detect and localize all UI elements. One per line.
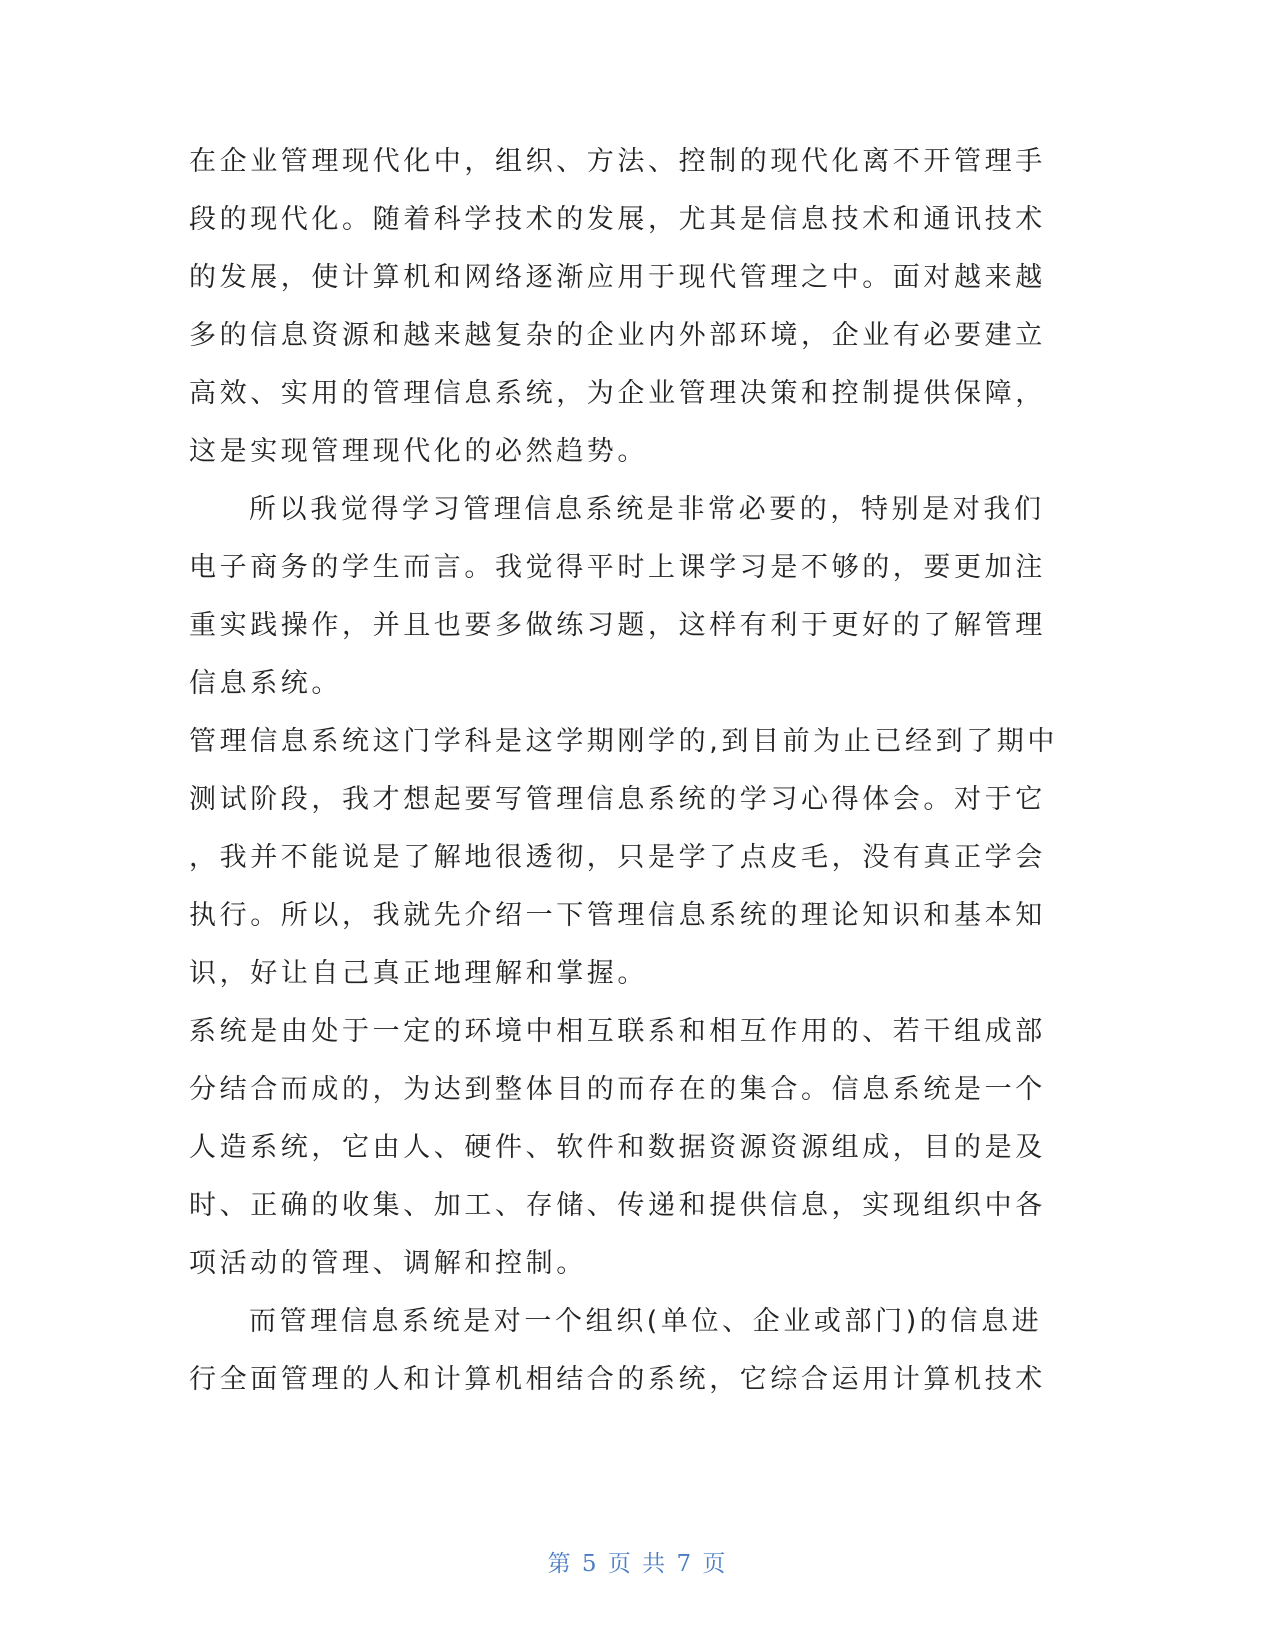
page-number: 第 5 页 共 7 页 bbox=[547, 1551, 728, 1577]
text-line: 管理信息系统这门学科是这学期刚学的,到目前为止已经到了期中 bbox=[189, 726, 1058, 757]
text-line: 所以我觉得学习管理信息系统是非常必要的，特别是对我们 bbox=[249, 494, 1045, 525]
text-line: 人造系统，它由人、硬件、软件和数据资源资源组成，目的是及 bbox=[189, 1132, 1046, 1163]
text-line: 项活动的管理、调解和控制。 bbox=[189, 1248, 587, 1279]
text-line: ，我并不能说是了解地很透彻，只是学了点皮毛，没有真正学会 bbox=[189, 842, 1046, 873]
text-line: 重实践操作，并且也要多做练习题，这样有利于更好的了解管理 bbox=[189, 610, 1046, 641]
text-line: 识，好让自己真正地理解和掌握。 bbox=[189, 958, 648, 989]
text-line: 分结合而成的，为达到整体目的而存在的集合。信息系统是一个 bbox=[189, 1074, 1046, 1105]
text-line: 电子商务的学生而言。我觉得平时上课学习是不够的，要更加注 bbox=[189, 552, 1046, 583]
text-line: 在企业管理现代化中，组织、方法、控制的现代化离不开管理手 bbox=[189, 146, 1046, 177]
text-line: 执行。所以，我就先介绍一下管理信息系统的理论知识和基本知 bbox=[189, 900, 1046, 931]
text-line: 的发展，使计算机和网络逐渐应用于现代管理之中。面对越来越 bbox=[189, 262, 1046, 293]
text-line: 段的现代化。随着科学技术的发展，尤其是信息技术和通讯技术 bbox=[189, 204, 1046, 235]
text-line: 信息系统。 bbox=[189, 668, 342, 699]
text-line: 多的信息资源和越来越复杂的企业内外部环境，企业有必要建立 bbox=[189, 320, 1046, 351]
text-line: 系统是由处于一定的环境中相互联系和相互作用的、若干组成部 bbox=[189, 1016, 1046, 1047]
text-line: 行全面管理的人和计算机相结合的系统，它综合运用计算机技术 bbox=[189, 1364, 1046, 1395]
text-line: 这是实现管理现代化的必然趋势。 bbox=[189, 436, 648, 467]
text-line: 而管理信息系统是对一个组织(单位、企业或部门)的信息进 bbox=[249, 1306, 1043, 1337]
text-line: 高效、实用的管理信息系统，为企业管理决策和控制提供保障， bbox=[189, 378, 1046, 409]
text-line: 时、正确的收集、加工、存储、传递和提供信息，实现组织中各 bbox=[189, 1190, 1046, 1221]
text-line: 测试阶段，我才想起要写管理信息系统的学习心得体会。对于它 bbox=[189, 784, 1046, 815]
